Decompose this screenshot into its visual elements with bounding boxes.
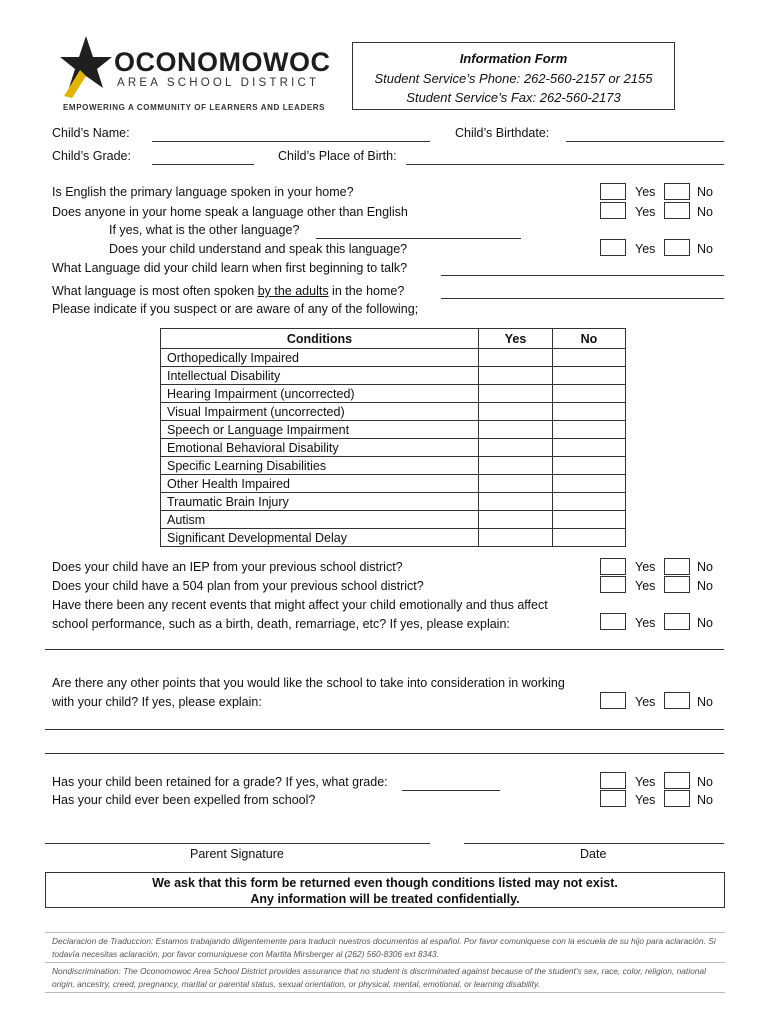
question-english-primary: Is English the primary language spoken in your home? (52, 185, 354, 199)
other-points-no-checkbox[interactable] (664, 692, 690, 709)
translation-statement: Declaracion de Traduccion: Estamos trabajando diligentemente para traducir nuestros documentos al español. Por favor comuniquese con la escuela de su hijo para aclaración. Si todavía necesitas aclaración, por favor comuniquese con Martita Mirsberger al (262) 560-8306 ext 8343. (52, 936, 716, 959)
yes-column-header: Yes (479, 329, 553, 349)
condition-yes-cell[interactable] (479, 421, 553, 439)
yes-label: Yes (635, 695, 656, 709)
question-recent-events-line2: school performance, such as a birth, death, remarriage, etc? If yes, please explain: (52, 617, 510, 631)
info-phone: Student Service’s Phone: 262-560-2157 or 2155 (374, 70, 653, 86)
question-other-points-line2: with your child? If yes, please explain: (52, 695, 262, 709)
yes-label: Yes (635, 775, 656, 789)
footer-divider (45, 992, 725, 993)
understand-language-yes-checkbox[interactable] (600, 239, 626, 256)
condition-no-cell[interactable] (553, 403, 626, 421)
condition-no-cell[interactable] (553, 475, 626, 493)
no-label: No (697, 560, 713, 574)
question-understand-language: Does your child understand and speak this language? (109, 242, 408, 256)
table-row (161, 421, 626, 439)
question-iep: Does your child have an IEP from your previous school district? (52, 560, 403, 574)
question-recent-events-line1: Have there been any recent events that might affect your child emotionally and thus affect (52, 598, 548, 612)
no-label: No (697, 616, 713, 630)
no-label: No (697, 695, 713, 709)
question-first-language: What Language did your child learn when first beginning to talk? (52, 261, 408, 275)
yes-label: Yes (635, 185, 656, 199)
condition-name: Intellectual Disability (161, 367, 479, 385)
child-name-label: Child’s Name: (52, 126, 130, 140)
table-row (161, 457, 626, 475)
plan504-no-checkbox[interactable] (664, 576, 690, 593)
yes-label: Yes (635, 579, 656, 593)
iep-no-checkbox[interactable] (664, 558, 690, 575)
condition-name: Emotional Behavioral Disability (161, 439, 479, 457)
condition-no-cell[interactable] (553, 493, 626, 511)
english-primary-yes-checkbox[interactable] (600, 183, 626, 200)
parent-signature-label: Parent Signature (190, 847, 284, 861)
info-fax: Student Service’s Fax: 262-560-2173 (406, 90, 621, 105)
nondiscrimination-statement: Nondiscrimination: The Oconomowoc Area School District provides assurance that no student is discriminated against because of the student's sex, race, color, religion, national origin, ancestry, creed, pregnancy, marital or parental status, sexual orientation, or physical, mental, emotional, or learning disability. (52, 966, 706, 989)
table-row (161, 493, 626, 511)
info-title: Information Form (459, 51, 568, 66)
yes-label: Yes (635, 242, 656, 256)
adult-language-field[interactable] (441, 298, 724, 299)
understand-language-no-checkbox[interactable] (664, 239, 690, 256)
logo-tagline: EMPOWERING A COMMUNITY OF LEARNERS AND LEADERS (63, 103, 326, 112)
child-grade-field[interactable] (152, 164, 254, 165)
table-row (161, 385, 626, 403)
conditions-header: Conditions (161, 329, 479, 349)
table-row (161, 403, 626, 421)
retained-yes-checkbox[interactable] (600, 772, 626, 789)
condition-yes-cell[interactable] (479, 439, 553, 457)
condition-name: Significant Developmental Delay (161, 529, 479, 547)
return-notice (45, 872, 725, 908)
table-row (161, 475, 626, 493)
child-grade-label: Child’s Grade: (52, 149, 131, 163)
condition-name: Autism (161, 511, 479, 529)
child-birthdate-field[interactable] (566, 141, 724, 142)
iep-yes-checkbox[interactable] (600, 558, 626, 575)
condition-yes-cell[interactable] (479, 367, 553, 385)
condition-name: Specific Learning Disabilities (161, 457, 479, 475)
footer-divider (45, 932, 725, 933)
no-column-header: No (553, 329, 626, 349)
first-language-field[interactable] (441, 275, 724, 276)
condition-yes-cell[interactable] (479, 529, 553, 547)
expelled-no-checkbox[interactable] (664, 790, 690, 807)
recent-events-explain-field[interactable] (45, 649, 724, 650)
no-label: No (697, 579, 713, 593)
other-points-yes-checkbox[interactable] (600, 692, 626, 709)
date-label: Date (580, 847, 607, 861)
condition-yes-cell[interactable] (479, 349, 553, 367)
notice-line2: Any information will be treated confidentially. (250, 892, 520, 906)
table-row (161, 439, 626, 457)
condition-yes-cell[interactable] (479, 475, 553, 493)
logo-subtitle: AREA SCHOOL DISTRICT (117, 77, 320, 89)
condition-no-cell[interactable] (553, 439, 626, 457)
condition-name: Speech or Language Impairment (161, 421, 479, 439)
table-header-row (161, 329, 626, 349)
child-name-field[interactable] (152, 141, 430, 142)
retained-no-checkbox[interactable] (664, 772, 690, 789)
notice-line1: We ask that this form be returned even though conditions listed may not exist. (152, 876, 618, 890)
logo-name: OCONOMOWOC (114, 47, 331, 77)
question-expelled: Has your child ever been expelled from school? (52, 793, 316, 807)
conditions-instruction: Please indicate if you suspect or are aware of any of the following; (52, 302, 419, 316)
yes-label: Yes (635, 793, 656, 807)
condition-yes-cell[interactable] (479, 403, 553, 421)
yes-label: Yes (635, 560, 656, 574)
info-box (352, 42, 675, 110)
star-logo-icon (60, 36, 112, 98)
no-label: No (697, 185, 713, 199)
condition-no-cell[interactable] (553, 385, 626, 403)
other-points-explain-field-1[interactable] (45, 729, 724, 730)
condition-name: Traumatic Brain Injury (161, 493, 479, 511)
birthplace-field[interactable] (406, 164, 724, 165)
english-primary-no-checkbox[interactable] (664, 183, 690, 200)
child-birthdate-label: Child’s Birthdate: (455, 126, 550, 140)
date-field[interactable] (464, 843, 724, 844)
table-row (161, 511, 626, 529)
expelled-yes-checkbox[interactable] (600, 790, 626, 807)
condition-no-cell[interactable] (553, 457, 626, 475)
no-label: No (697, 205, 713, 219)
condition-yes-cell[interactable] (479, 511, 553, 529)
condition-name: Visual Impairment (uncorrected) (161, 403, 479, 421)
recent-events-no-checkbox[interactable] (664, 613, 690, 630)
question-which-language: If yes, what is the other language? (109, 223, 300, 237)
condition-no-cell[interactable] (553, 349, 626, 367)
which-language-field[interactable] (316, 238, 521, 239)
question-other-points-line1: Are there any other points that you would like the school to take into consideration in working (52, 676, 565, 690)
condition-name: Hearing Impairment (uncorrected) (161, 385, 479, 403)
condition-no-cell[interactable] (553, 367, 626, 385)
condition-name: Other Health Impaired (161, 475, 479, 493)
question-504-plan: Does your child have a 504 plan from your previous school district? (52, 579, 424, 593)
yes-label: Yes (635, 616, 656, 630)
table-row (161, 367, 626, 385)
plan504-yes-checkbox[interactable] (600, 576, 626, 593)
condition-yes-cell[interactable] (479, 457, 553, 475)
question-retained: Has your child been retained for a grade? If yes, what grade: (52, 775, 388, 789)
footer-divider (45, 962, 725, 963)
condition-no-cell[interactable] (553, 511, 626, 529)
condition-yes-cell[interactable] (479, 385, 553, 403)
no-label: No (697, 793, 713, 807)
condition-no-cell[interactable] (553, 421, 626, 439)
question-adult-language: What language is most often spoken by the adults in the home? (52, 284, 405, 298)
condition-name: Orthopedically Impaired (161, 349, 479, 367)
no-label: No (697, 775, 713, 789)
other-language-yes-checkbox[interactable] (600, 202, 626, 219)
table-row (161, 349, 626, 367)
question-other-language: Does anyone in your home speak a language other than English (52, 205, 408, 219)
table-row (161, 529, 626, 547)
recent-events-yes-checkbox[interactable] (600, 613, 626, 630)
retained-grade-field[interactable] (402, 790, 500, 791)
parent-signature-field[interactable] (45, 843, 430, 844)
conditions-table (160, 328, 626, 547)
other-points-explain-field-2[interactable] (45, 753, 724, 754)
birthplace-label: Child’s Place of Birth: (278, 149, 397, 163)
yes-label: Yes (635, 205, 656, 219)
no-label: No (697, 242, 713, 256)
condition-yes-cell[interactable] (479, 493, 553, 511)
condition-no-cell[interactable] (553, 529, 626, 547)
other-language-no-checkbox[interactable] (664, 202, 690, 219)
